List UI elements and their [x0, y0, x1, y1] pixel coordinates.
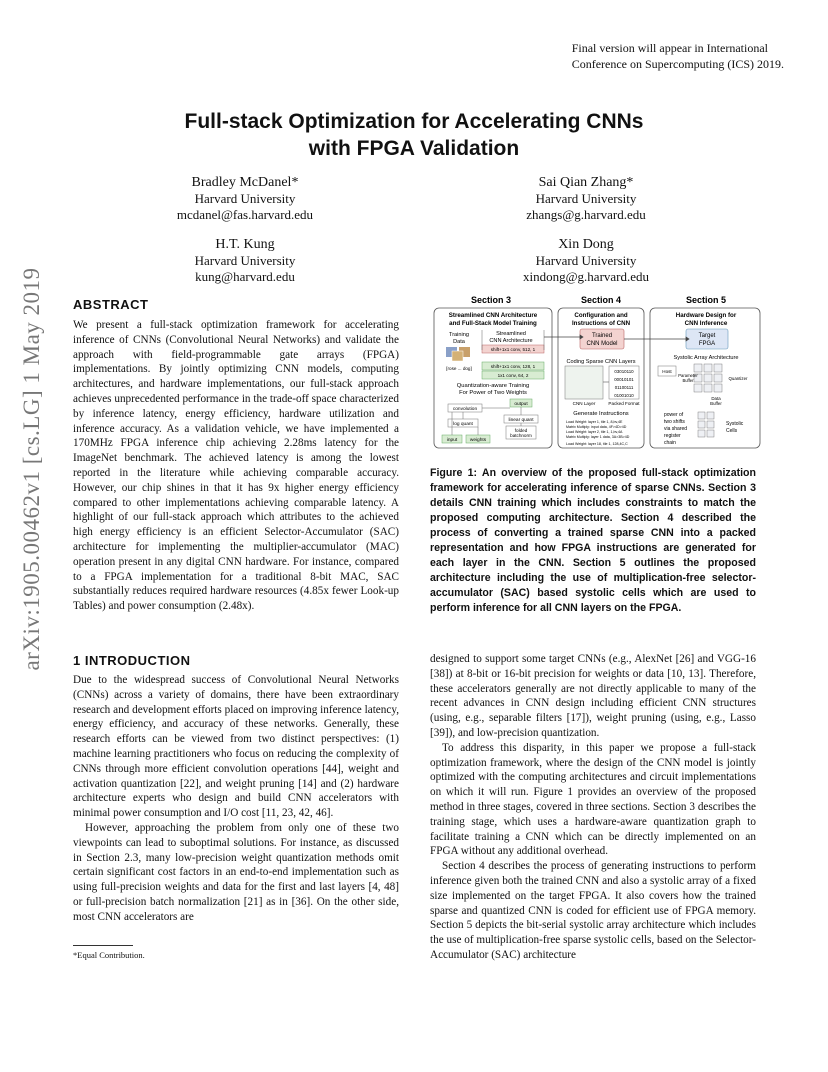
section-3-title-2: and Full-Stack Model Training [449, 320, 537, 327]
intro-paragraph: To address this disparity, in this paper we propose a full-stack optimization framework, where the design of the CNN model is jointly optimized with the computing architectures and circuit implementations on which it will run. Figure 1 provides an overview of the proposed method in three stages, covered in three sections. Section 3 describes the training stage, which uses a hardware-aware quantization graph to facilitate training a CNN which can be directly implemented on an FPGA without any additional overhead. [430, 741, 756, 858]
figure-1-diagram [426, 292, 764, 456]
systolic-label: Systolic Array Architecture [673, 355, 739, 361]
layer-label: 1x1 conv, 64, 2 [497, 373, 529, 378]
author-block [115, 237, 375, 285]
node-label: weights [469, 438, 487, 443]
node-label: log quant [453, 422, 473, 427]
node-label: input [446, 438, 458, 443]
power-label: power of [664, 412, 684, 418]
node-label: linear quant [508, 418, 534, 423]
section-5-title-1: Hardware Design for [675, 312, 737, 319]
author-affiliation: Harvard University [194, 253, 296, 268]
author-email: mcdanel@fas.harvard.edu [176, 207, 314, 222]
title-line-2: with FPGA Validation [308, 137, 520, 160]
arxiv-stamp: arXiv:1905.00462v1 [cs.LG] 1 May 2019 [19, 267, 44, 671]
packed-code: 01100111 [614, 385, 634, 390]
param-buffer-label: Buffer [682, 378, 694, 383]
packed-code: 03010110 [614, 369, 634, 374]
author-block [115, 175, 375, 223]
author-email: xindong@g.harvard.edu [522, 269, 650, 284]
title-line-1: Full-stack Optimization for Accelerating CNNs [184, 110, 644, 133]
intro-paragraph: However, approaching the problem from only one of these two viewpoints can lead to suboptimal solutions. For instance, as discussed in Section 2.3, many low-precision weight quantization methods omit certain significant cost factors in an end-to-end implementation such as using full-precision weights and data for the first and last layers [4, 48] or full-precision batch normalization [21] as in [36]. On the other side, most CNN accelerators are [73, 821, 399, 923]
training-data-label: Data [453, 339, 465, 345]
author-email: zhangs@g.harvard.edu [526, 207, 646, 222]
node-label: output [514, 402, 528, 407]
node-label: convolution [452, 407, 478, 412]
intro-paragraph: Due to the widespread success of Convolutional Neural Networks (CNNs) across a variety of domains, there have been extraordinary research and development efforts placed on improving inference latency, energy efficiency, and accuracy of these networks. Generally, these research efforts can be viewed from two distinct perspectives: (1) machine learning practitioners who focus on reducing the complexity of CNNs through more efficient convolution operations [44], weight and activation quantization [22], and weight pruning [14] and (2) hardware architecture experts who design and build CNN accelerators with minimal power consumption and I/O cost [11, 23, 42, 46]. [73, 674, 399, 820]
intro-right-column [430, 652, 756, 963]
training-image-thumb [452, 351, 463, 361]
author-affiliation: Harvard University [535, 253, 637, 268]
packed-code: 00010101 [614, 377, 634, 382]
section-label: Section 4 [580, 295, 622, 305]
systolic-cell-detail [698, 412, 714, 437]
cells-label: Cells [726, 428, 738, 434]
paper-title [0, 108, 828, 162]
quant-training-label: For Power of Two Weights [459, 390, 527, 396]
node-label: batchnorm [510, 433, 532, 438]
target-fpga-label: FPGA [698, 341, 716, 347]
target-fpga-label: Target [698, 333, 716, 339]
intro-left-column [73, 673, 399, 925]
conference-note-line-1: Final version will appear in International [571, 41, 768, 55]
author-affiliation: Harvard University [535, 191, 637, 206]
author-block [456, 237, 716, 285]
layer-label: shift+1x1 conv, 512, 1 [490, 347, 536, 352]
packed-code: 01001010 [614, 393, 634, 398]
label-vector: [rose ... dog] [446, 366, 472, 371]
section-4-title-2: Instructions of CNN [571, 320, 631, 327]
quant-training-label: Quantization-aware Training [456, 383, 530, 389]
footnote: *Equal Contribution. [73, 950, 145, 960]
cnn-layer-grid [565, 366, 603, 399]
conference-note-line-2: Conference on Supercomputing (ICS) 2019. [571, 57, 784, 71]
footnote-rule [73, 945, 133, 946]
generate-label: Generate Instructions [573, 411, 629, 417]
section-4-title-1: Configuration and [574, 312, 628, 319]
author-name: Sai Qian Zhang* [538, 175, 634, 190]
author-email: kung@harvard.edu [195, 269, 295, 284]
host-label: Host [662, 369, 672, 374]
section-label: Section 3 [470, 295, 512, 305]
power-label: two shifts [664, 419, 685, 425]
author-name: Bradley McDanel* [191, 175, 299, 190]
node-label: folded [514, 428, 528, 433]
quantizer-label: Quantizer [728, 376, 748, 381]
conference-note [572, 40, 784, 72]
streamlined-label: Streamlined [496, 331, 526, 337]
intro-paragraph: designed to support some target CNNs (e.g., AlexNet [26] and VGG-16 [38]) at 8-bit or 16-bit precision for weights or data [10, 13]. Therefore, these accelerators generally are not directly applicable to many of the recent advances in CNN design including efficient CNN structures (using, e.g., separable filters [17]), weight pruning (using, e.g., Lasso [39]), and low-precision quantization. [430, 653, 756, 739]
cnn-layer-label: CNN Layer [572, 401, 596, 406]
intro-paragraph: Section 4 describes the process of generating instructions to perform inference given both the trained CNN and also a systolic array of a fixed size implemented on the target FPGA. It also covers how the trained sparse and quantized CNN is coded for efficient use of FPGA memory. Section 5 depicts the bit-serial systolic array architecture which includes the use of multiplication-free sparse systolic cells, based on the Selector-Accumulator (SAC) architecture [430, 860, 756, 961]
instruction-line: Load Weight: layer 18, tile 1, 128,4C,C [566, 442, 628, 446]
figure-1-caption: Figure 1: An overview of the proposed full-stack optimization framework for accelerating inference of sparse CNNs. Section 3 details CNN training which includes constraints to match the proposed computing architecture. Section 4 described the process of converting a trained sparse CNN into a packed representation and how FPGA instructions are generated for each layer in the CNN. Section 5 outlines the proposed architecture including the use of multiplication-free selector-accumulator (SAC) based systolic cells which are used to perform inference for all CNN layers on the FPGA. [430, 467, 756, 614]
intro-heading: 1 INTRODUCTION [73, 653, 191, 668]
author-name: Xin Dong [558, 237, 614, 252]
power-label: register [664, 433, 681, 439]
power-label: chain [664, 440, 676, 446]
abstract-paragraph: We present a full-stack optimization framework for accelerating inference of CNNs (Convolutional Neural Networks) and validate the approach with field-programmable gate arrays (FPGA) implementations. By jointly optimizing CNN models, computing architectures, and hardware implementations, our full-stack approach achieves unprecedented performance in the trade-off space characterized by inference latency, energy efficiency, hardware utilization and inference accuracy. As a validation vehicle, we have implemented a 170MHz FPGA inference chip achieving 2.28ms latency for the ImageNet benchmark. The achieved latency is among the lowest reported in the literature while achieving comparable accuracy. However, our chip shines in that it has 9x higher energy efficiency compared to other implementations achieving comparable latency. A highlight of our full-stack approach which attributes to the achieved high energy efficiency is an efficient Selector-Accumulator (SAC) architecture for implementing the multiplier-accumulator (MAC) operation present in any digital CNN hardware. For instance, compared to a FPGA implementation for a traditional 8-bit MAC, SAC substantially reduces required hardware resources (4.85x fewer Look-up Tables) and power consumption (2.48x). [73, 319, 399, 613]
training-data-label: Training [448, 332, 470, 338]
systolic-array [694, 364, 722, 392]
trained-model-label: Trained [591, 333, 613, 339]
abstract-heading: ABSTRACT [73, 297, 149, 312]
section-5-title-2: CNN Inference [684, 320, 728, 327]
power-label: via shared [664, 426, 688, 432]
cells-label: Systolic [726, 421, 744, 427]
section-3-title-1: Streamlined CNN Architecture [448, 312, 538, 319]
author-block [456, 175, 716, 223]
section-label: Section 5 [685, 295, 727, 305]
instruction-line: Load Weight: layer 2, tile 1, 1,bv,4A [566, 430, 623, 434]
instruction-line: Matrix Multiply: input data, 4F>4D>4D [566, 425, 627, 429]
param-buffer-label: Parameter [678, 373, 698, 378]
coding-label: Coding Sparse CNN Layers [566, 359, 636, 365]
trained-model-label: CNN Model [586, 341, 618, 347]
data-buffer-label: Buffer [710, 401, 722, 406]
instruction-line: Load Weight: layer 1, tile 1, 8,bv,4E [566, 420, 623, 424]
author-affiliation: Harvard University [194, 191, 296, 206]
instruction-line: Matrix Multiply: layer 1 data, 3A>3B>4D [566, 435, 630, 439]
layer-label: shift+1x1 conv, 128, 1 [490, 364, 536, 369]
streamlined-label: CNN Architecture [489, 338, 533, 344]
data-buffer-label: Data [711, 396, 721, 401]
author-name: H.T. Kung [215, 237, 275, 252]
packed-format-label: Packed Format [608, 401, 640, 406]
abstract-text [73, 318, 399, 614]
